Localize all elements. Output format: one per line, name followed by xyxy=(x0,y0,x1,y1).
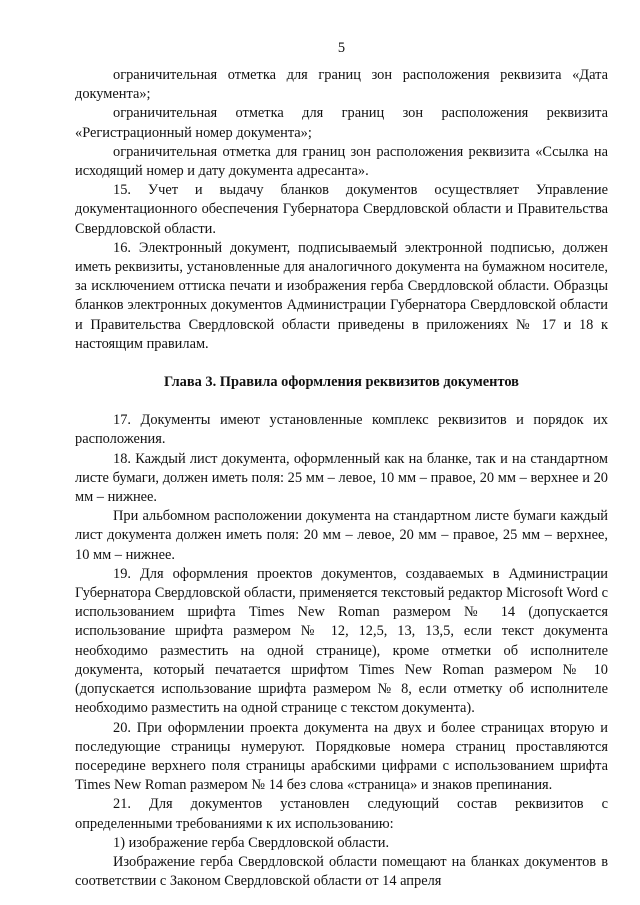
paragraph-3: ограничительная отметка для границ зон расположения реквизита «Ссылка на исходящий номер и дату документа адресанта». xyxy=(75,143,608,180)
paragraph-item-19: 19. Для оформления проектов документов, создаваемых в Администрации Губернатора Свердловской области, применяется текстовый редактор Microsoft Word с использованием шрифта Times New Roman размером № 14 (допускается использование шрифта размером № 12, 12,5, 13, 13,5, если текст документа необходимо разместить на одной странице), кроме отметки об исполнителе документа, который печатается шрифтом Times New Roman размером № 10 (допускается использование шрифта размером № 8, если отметку об исполнителе необходимо разместить на одной странице с текстом документа). xyxy=(75,565,608,717)
paragraph-item-20: 20. При оформлении проекта документа на двух и более страницах вторую и последующие страницы нумеруют. Порядковые номера страниц проставляются посередине верхнего поля страницы арабскими цифрами с использованием шрифта Times New Roman размером № 14 без слова «страница» и знаков препинания. xyxy=(75,719,608,794)
paragraph-coat-of-arms: Изображение герба Свердловской области помещают на бланках документов в соответствии с Законом Свердловской области от 14 апреля xyxy=(75,853,608,890)
page-number: 5 xyxy=(337,40,346,56)
paragraph-1: ограничительная отметка для границ зон расположения реквизита «Дата документа»; xyxy=(75,67,608,103)
paragraph-item-21: 21. Для документов установлен следующий состав реквизитов с определенными требованиями к их использованию: xyxy=(75,796,608,832)
paragraph-item-18: 18. Каждый лист документа, оформленный как на бланке, так и на стандартном листе бумаги, должен иметь поля: 25 мм – левое, 10 мм – правое, 20 мм – верхнее и 20 мм – нижнее. xyxy=(75,450,608,506)
chapter-title: Глава 3. Правила оформления реквизитов документов xyxy=(164,374,519,391)
paragraph-subitem-1: 1) изображение герба Свердловской области. xyxy=(113,834,390,851)
paragraph-landscape: При альбомном расположении документа на стандартном листе бумаги каждый лист документа должен иметь поля: 20 мм – левое, 20 мм – правое, 25 мм – верхнее, 10 мм – нижнее. xyxy=(75,508,608,563)
paragraph-item-17: 17. Документы имеют установленные комплекс реквизитов и порядок их расположения. xyxy=(75,412,608,448)
paragraph-item-16: 16. Электронный документ, подписываемый электронной подписью, должен иметь реквизиты, установленные для аналогичного документа на бумажном носителе, за исключением оттиска печати и изображения герба Свердловской области. Образцы бланков электронных документов Администрации Губернатора Свердловской области и Правительства Свердловской области приведены в приложениях № 17 и 18 к настоящим правилам. xyxy=(75,239,608,352)
paragraph-item-15: 15. Учет и выдачу бланков документов осуществляет Управление документационного обеспечения Губернатора Свердловской области и Правительства Свердловской области. xyxy=(75,182,608,237)
paragraph-2: ограничительная отметка для границ зон расположения реквизита «Регистрационный номер документа»; xyxy=(75,105,608,141)
